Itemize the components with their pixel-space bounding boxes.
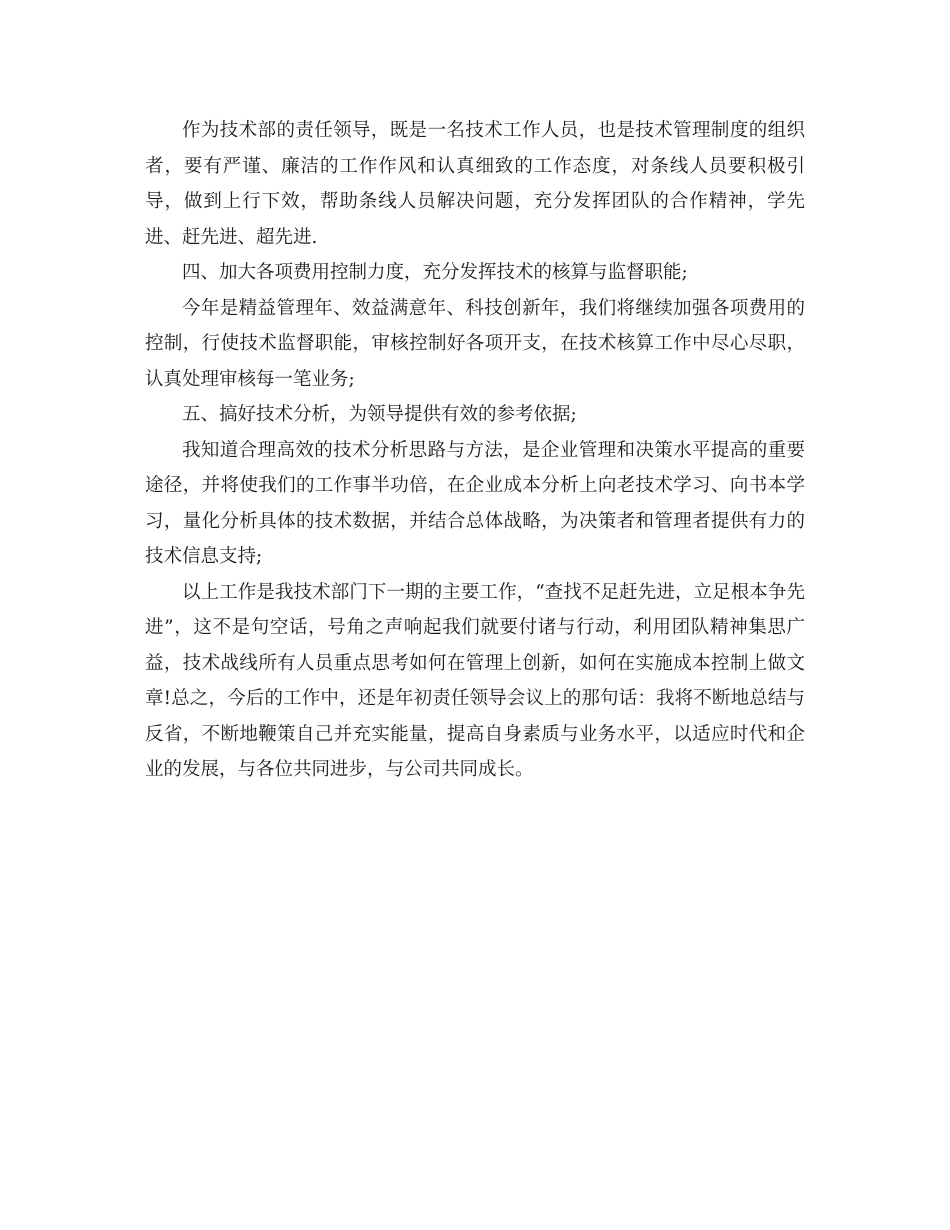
paragraph-technical-analysis: 我知道合理高效的技术分析思路与方法，是企业管理和决策水平提高的重要途径，并将使我们的工作事半功倍，在企业成本分析上向老技术学习、向书本学习，量化分析具体的技术数据，并结合总体战略，为决策者和管理者提供有力的技术信息支持;	[145, 439, 805, 567]
paragraph-conclusion: 以上工作是我技术部门下一期的主要工作，“查找不足赶先进，立足根本争先进”，这不是句空话，号角之声响起我们就要付诸与行动，利用团队精神集思广益，技术战线所有人员重点思考如何在管理上创新，如何在实施成本控制上做文章!总之，今后的工作中，还是年初责任领导会议上的那句话：我将不断地总结与反省，不断地鞭策自己并充实能量，提高自身素质与业务水平，以适应时代和企业的发展，与各位共同进步，与公司共同成长。	[145, 581, 805, 780]
paragraph-cost-control: 今年是精益管理年、效益满意年、科技创新年，我们将继续加强各项费用的控制，行使技术监督职能，审核控制好各项开支，在技术核算工作中尽心尽职，认真处理审核每一笔业务;	[145, 297, 805, 390]
document-body	[145, 113, 805, 788]
heading-cost-control: 四、加大各项费用控制力度，充分发挥技术的核算与监督职能;	[182, 262, 688, 283]
paragraph-responsibility: 作为技术部的责任领导，既是一名技术工作人员，也是技术管理制度的组织者，要有严谨、廉洁的工作作风和认真细致的工作态度，对条线人员要积极引导，做到上行下效，帮助条线人员解决问题，充分发挥团队的合作精神，学先进、赶先进、超先进.	[145, 120, 805, 248]
heading-technical-analysis: 五、搞好技术分析，为领导提供有效的参考依据;	[182, 404, 577, 425]
